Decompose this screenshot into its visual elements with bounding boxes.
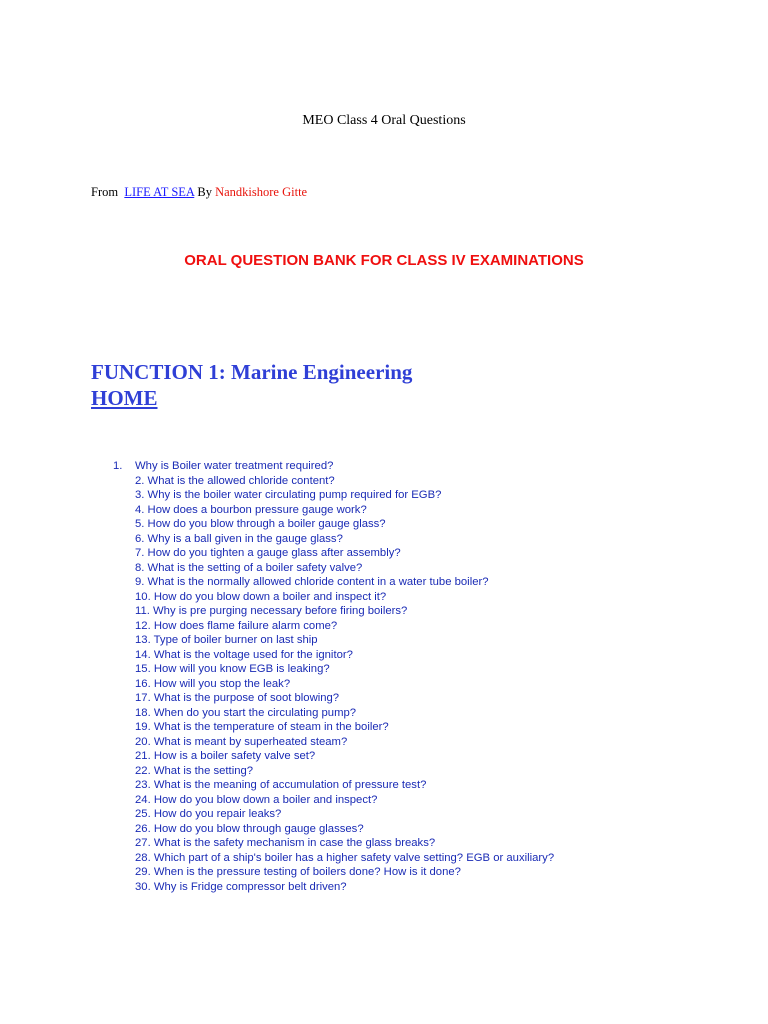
question-text: 17. What is the purpose of soot blowing? bbox=[135, 692, 340, 704]
question-text: 21. How is a boiler safety valve set? bbox=[135, 750, 316, 762]
question-text: 8. What is the setting of a boiler safety valve? bbox=[135, 561, 363, 574]
question-text: 28. Which part of a ship's boiler has a higher safety valve setting? EGB or auxiliary? bbox=[135, 851, 555, 864]
question-text: 26. How do you blow through gauge glasses? bbox=[135, 822, 364, 835]
question-bank-heading: ORAL QUESTION BANK FOR CLASS IV EXAMINATIONS bbox=[184, 252, 584, 269]
author-name: Nandkishore Gitte bbox=[215, 185, 308, 199]
question-text: 23. What is the meaning of accumulation of pressure test? bbox=[135, 779, 427, 791]
question-number: 1. bbox=[113, 460, 123, 472]
life-at-sea-link[interactable]: LIFE AT SEA bbox=[124, 185, 195, 199]
question-text: 6. Why is a ball given in the gauge glass? bbox=[135, 532, 343, 545]
question-text: Why is Boiler water treatment required? bbox=[135, 460, 334, 472]
question-text: 12. How does flame failure alarm come? bbox=[135, 619, 338, 632]
question-text: 11. Why is pre purging necessary before firing boilers? bbox=[135, 605, 408, 617]
question-text: 10. How do you blow down a boiler and inspect it? bbox=[135, 590, 387, 603]
question-text: 5. How do you blow through a boiler gauge glass? bbox=[135, 518, 386, 530]
question-text: 3. Why is the boiler water circulating pump required for EGB? bbox=[135, 489, 442, 501]
function-heading: FUNCTION 1: Marine Engineering bbox=[91, 360, 413, 384]
question-text: 19. What is the temperature of steam in the boiler? bbox=[135, 721, 389, 733]
question-text: 29. When is the pressure testing of boilers done? How is it done? bbox=[135, 866, 461, 878]
question-text: 16. How will you stop the leak? bbox=[135, 677, 291, 690]
question-text: 24. How do you blow down a boiler and inspect? bbox=[135, 793, 378, 806]
question-text: 20. What is meant by superheated steam? bbox=[135, 735, 348, 748]
question-text: 27. What is the safety mechanism in case the glass breaks? bbox=[135, 837, 436, 849]
source-line bbox=[91, 184, 307, 200]
home-link[interactable]: HOME bbox=[91, 386, 158, 410]
question-text: 15. How will you know EGB is leaking? bbox=[135, 663, 330, 675]
question-text: 14. What is the voltage used for the ignitor? bbox=[135, 648, 353, 661]
from-label: From bbox=[91, 185, 119, 199]
document-title: MEO Class 4 Oral Questions bbox=[302, 113, 466, 128]
question-text: 4. How does a bourbon pressure gauge work? bbox=[135, 503, 367, 516]
by-label: By bbox=[197, 185, 212, 199]
question-text: 9. What is the normally allowed chloride content in a water tube boiler? bbox=[135, 576, 489, 588]
question-text: 22. What is the setting? bbox=[135, 764, 254, 777]
question-text: 7. How do you tighten a gauge glass after assembly? bbox=[135, 547, 401, 559]
question-text: 2. What is the allowed chloride content? bbox=[135, 474, 335, 487]
question-text: 25. How do you repair leaks? bbox=[135, 808, 282, 820]
question-text: 30. Why is Fridge compressor belt driven? bbox=[135, 880, 347, 893]
question-text: 13. Type of boiler burner on last ship bbox=[135, 634, 318, 646]
question-text: 18. When do you start the circulating pump? bbox=[135, 706, 357, 719]
